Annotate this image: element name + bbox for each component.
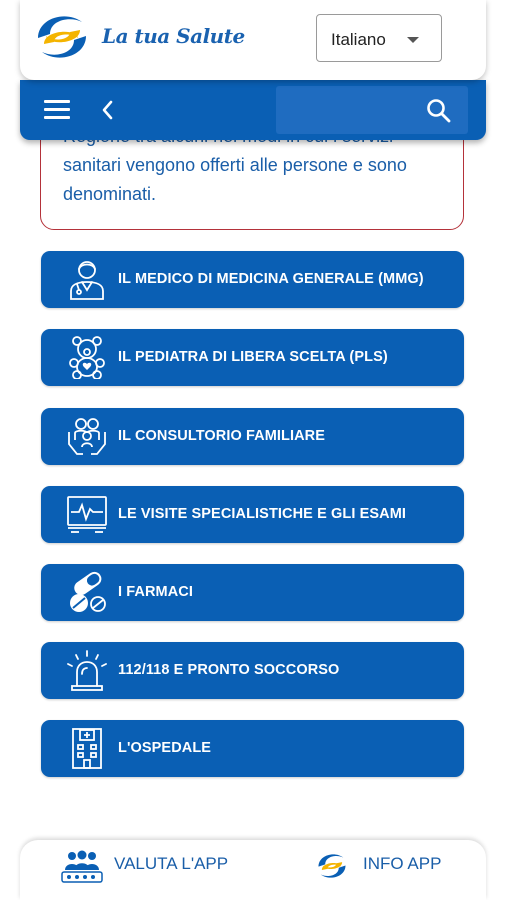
language-selected-label: Italiano: [331, 30, 386, 49]
hospital-icon: [65, 726, 109, 770]
menu-item-pls[interactable]: [41, 329, 464, 386]
menu-item-pronto-soccorso[interactable]: [41, 642, 464, 699]
app-logo-text: La tua Salute: [102, 24, 245, 48]
menu-item-farmaci[interactable]: [41, 564, 464, 621]
hamburger-menu-icon[interactable]: [44, 100, 70, 120]
menu-item-label: 112/118 E PRONTO SOCCORSO: [118, 662, 340, 678]
search-field[interactable]: [276, 86, 468, 134]
menu-item-consultorio[interactable]: [41, 408, 464, 465]
menu-item-label: IL MEDICO DI MEDICINA GENERALE (MMG): [118, 271, 424, 287]
search-icon[interactable]: [426, 98, 452, 124]
language-select[interactable]: [316, 14, 442, 62]
app-header: [20, 0, 486, 80]
app-logo-icon: [30, 8, 94, 66]
rate-app-button[interactable]: VALUTA L'APP: [114, 854, 229, 873]
menu-item-ospedale[interactable]: [41, 720, 464, 777]
family-icon: [65, 414, 109, 458]
info-app-button[interactable]: INFO APP: [363, 854, 442, 873]
menu-item-label: IL PEDIATRA DI LIBERA SCELTA (PLS): [118, 349, 388, 365]
doctor-icon: [65, 257, 109, 301]
back-arrow-icon[interactable]: [98, 98, 116, 122]
info-card-text: sanitari vengono offerti alle persone e sono denominati.: [63, 155, 407, 204]
navigation-bar: [20, 80, 486, 140]
monitor-icon: [65, 492, 109, 536]
app-logo-icon[interactable]: [314, 848, 350, 884]
teddy-bear-icon: [65, 335, 109, 379]
menu-item-mmg[interactable]: [41, 251, 464, 308]
menu-item-label: IL CONSULTORIO FAMILIARE: [118, 428, 326, 444]
menu-item-label: L'OSPEDALE: [118, 740, 212, 756]
caret-down-icon: [407, 37, 419, 43]
rate-app-icon[interactable]: [60, 850, 104, 884]
pills-icon: [65, 570, 109, 614]
menu-item-label: LE VISITE SPECIALISTICHE E GLI ESAMI: [118, 506, 406, 522]
menu-item-label: I FARMACI: [118, 584, 194, 600]
siren-icon: [65, 648, 109, 692]
bottom-bar: [20, 840, 486, 900]
menu-item-visite[interactable]: [41, 486, 464, 543]
